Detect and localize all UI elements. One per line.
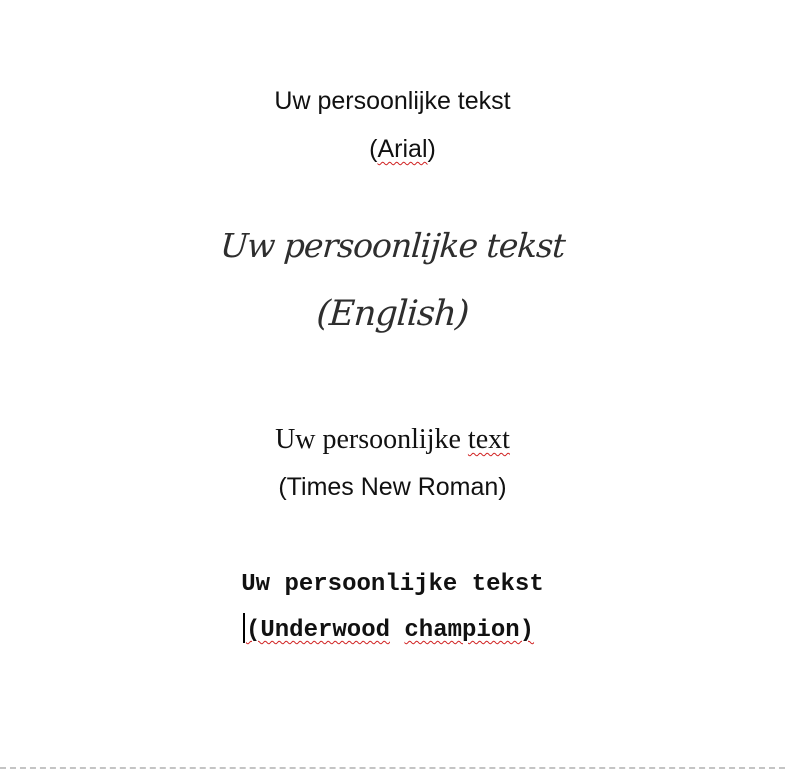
page-divider [0, 767, 785, 769]
font-sample-times-text[interactable] [0, 424, 785, 456]
text-segment: Uw persoonlijke tekst [274, 87, 511, 115]
font-sample-underwood-text[interactable] [0, 571, 785, 599]
font-sample-english-text[interactable] [0, 227, 785, 265]
font-sample-english-label[interactable] [0, 294, 785, 334]
text-segment [390, 617, 404, 644]
text-segment: Uw persoonlijke [275, 424, 468, 455]
text-segment: Uw persoonlijke tekst [219, 226, 567, 265]
text-segment: ) [427, 135, 436, 163]
text-cursor [243, 613, 245, 643]
misspelled-word: champion) [404, 617, 535, 644]
font-sample-times-label[interactable] [0, 473, 785, 502]
text-segment: ( [369, 135, 378, 163]
misspelled-word: text [467, 424, 510, 455]
font-sample-arial-text[interactable] [0, 87, 785, 116]
misspelled-word: (Underwood [245, 617, 390, 644]
text-segment: Uw persoonlijke tekst [241, 571, 544, 598]
misspelled-word: Arial [377, 135, 428, 163]
text-segment: (English) [315, 294, 470, 334]
font-sample-underwood-label[interactable] [0, 613, 781, 645]
font-sample-arial-label[interactable] [10, 135, 785, 164]
text-segment: (Times New Roman) [278, 473, 507, 501]
